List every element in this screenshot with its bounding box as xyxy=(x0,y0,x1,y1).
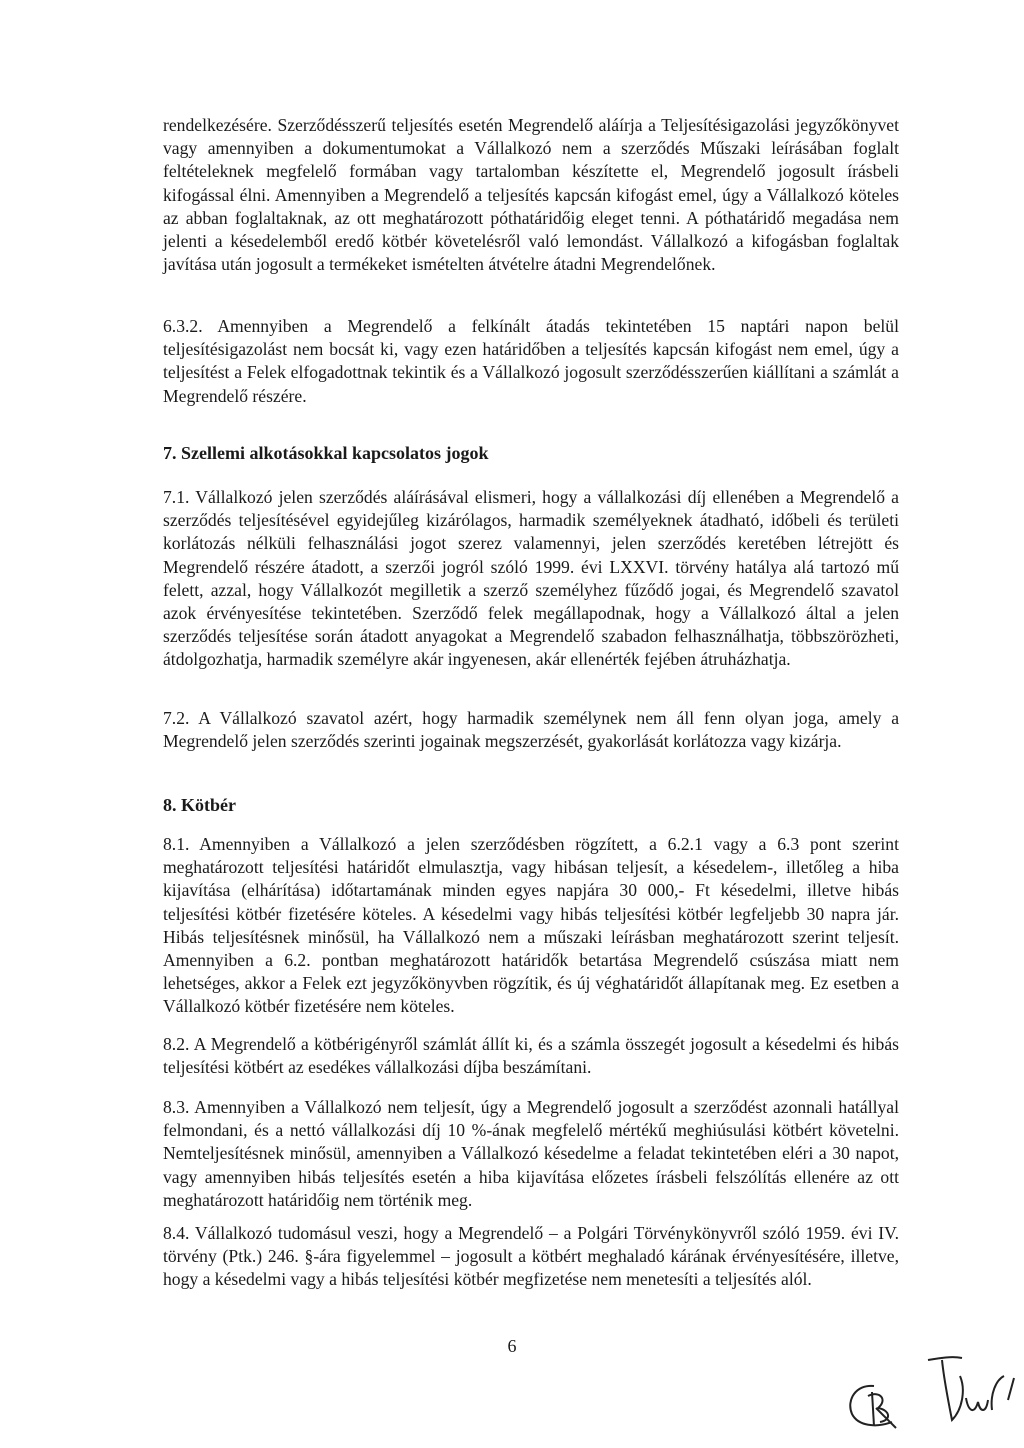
section-8-1 xyxy=(163,833,899,1019)
paragraph-8-1: 8.1. Amennyiben a Vállalkozó a jelen szerződésben rögzített, a 6.2.1 vagy a 6.3 pont szerint meghatározott teljesítési határidőt elmulasztja, vagy hibásan teljesít, a késedelem-, illetőleg a hiba kijavítása (elhárítása) időtartamának minden egyes napjára 30 000,- Ft késedelmi, illetve hibás teljesítési kötbér fizetésére köteles. A késedelmi vagy hibás teljesítési kötbér legfeljebb 30 napra jár. Hibás teljesítésnek minősül, ha Vállalkozó nem a műszaki leírásban meghatározott szerint teljesít. Amennyiben a 6.2. pontban meghatározott határidők betartása Megrendelő csúszása miatt nem lehetséges, akkor a Felek ezt jegyzőkönyvben rögzítik, és új véghatáridőt állapítanak meg. Ez esetben a Vállalkozó kötbér fizetésére nem köteles. xyxy=(163,834,899,1017)
section-632 xyxy=(163,315,899,408)
paragraph-6-3-2: 6.3.2. Amennyiben a Megrendelő a felkínált átadás tekintetében 15 naptári napon belül teljesítésigazolást nem bocsát ki, vagy ezen határidőben a teljesítés kapcsán kifogást nem emel, úgy a teljesítést a Felek elfogadottnak tekintik és a Vállalkozó jogosult szerződésszerűen kiállítani a számlát a Megrendelő részére. xyxy=(163,316,899,406)
paragraph-8-2: 8.2. A Megrendelő a kötbérigényről számlát állít ki, és a számla összegét jogosult a késedelmi és hibás teljesítési kötbért az esedékes vállalkozási díjba beszámítani. xyxy=(163,1034,899,1078)
paragraph-8-3: 8.3. Amennyiben a Vállalkozó nem teljesít, úgy a Megrendelő jogosult a szerződést azonnali hatállyal felmondani, és a nettó vállalkozási díj 10 %-ának megfelelő mértékű meghiúsulási kötbért követelni. Nemteljesítésnek minősül, amennyiben a Vállalkozó késedelme a feladat tekintetében eléri a 30 napot, vagy amennyiben hibás teljesítés esetén a hiba kijavítása előzetes írásbeli felszólítás ellenére az ott meghatározott határidőig nem történik meg. xyxy=(163,1097,899,1210)
page-number: 6 xyxy=(507,1336,517,1356)
section-8-3 xyxy=(163,1096,899,1212)
signature-icon xyxy=(922,1350,1018,1436)
paragraph-8-4: 8.4. Vállalkozó tudomásul veszi, hogy a Megrendelő – a Polgári Törvénykönyvről szóló 1959. évi IV. törvény (Ptk.) 246. §-ára figyelemmel – jogosult a kötbért meghaladó kárának érvényesítésére, illetve, hogy a késedelmi vagy a hibás teljesítési kötbér megfizetése nem menetesíti a teljesítés alól. xyxy=(163,1223,899,1290)
paragraph-7-2: 7.2. A Vállalkozó szavatol azért, hogy harmadik személynek nem áll fenn olyan joga, amely a Megrendelő jelen szerződés szerinti jogainak megszerzését, gyakorlását korlátozza vagy kizárja. xyxy=(163,708,899,752)
section-7-heading-wrap xyxy=(163,441,899,465)
section-8-2 xyxy=(163,1033,899,1079)
initials-signature-icon xyxy=(840,1378,906,1434)
paragraph-intro: rendelkezésére. Szerződésszerű teljesítés esetén Megrendelő aláírja a Teljesítésigazolási jegyzőkönyvet vagy amennyiben a dokumentumokat a Vállalkozó nem a szerződés Műszaki leírásában foglalt feltételeknek megfelelő formában vagy tartalomban készítette el, Megrendelő jogosult írásbeli kifogással élni. Amennyiben a Megrendelő a teljesítés kapcsán kifogást emel, úgy a Vállalkozó köteles az abban foglaltaknak, az ott meghatározott póthatáridőig eleget tenni. A póthatáridő megadása nem jelenti a késedelemből eredő kötbér követelésről való lemondást. Vállalkozó a kifogásban foglaltak javítása után jogosult a termékeket ismételten átvételre átadni Megrendelőnek. xyxy=(163,115,899,275)
document-body xyxy=(163,114,899,276)
section-8-4 xyxy=(163,1222,899,1292)
paragraph-7-1: 7.1. Vállalkozó jelen szerződés aláírásával elismeri, hogy a vállalkozási díj ellenében a Megrendelő a szerződés teljesítésével egyidejűleg kizárólagos, harmadik személyeknek átadható, időbeli és területi korlátozás nélküli felhasználási jogot szerez valamennyi, jelen szerződés keretében létrejött és Megrendelő részére átadott, a szerzői jogról szóló 1999. évi LXXVI. törvény hatálya alá tartozó mű felett, azzal, hogy Vállalkozót megilletik a szerző személyhez fűződő jogai, és Megrendelő szavatol azok érvényesítése tekintetében. Szerződő felek megállapodnak, hogy a Vállalkozó által a jelen szerződés teljesítése során átadott anyagokat a Megrendelő szabadon felhasználhatja, többszörözheti, átdolgozhatja, harmadik személyre akár ingyenesen, akár ellenérték fejében átruházhatja. xyxy=(163,487,899,670)
section-8-heading-wrap xyxy=(163,793,899,817)
section-7-heading: 7. Szellemi alkotásokkal kapcsolatos jogok xyxy=(163,443,489,463)
section-8-heading: 8. Kötbér xyxy=(163,795,236,815)
section-7-1 xyxy=(163,486,899,672)
section-7-2 xyxy=(163,707,899,753)
